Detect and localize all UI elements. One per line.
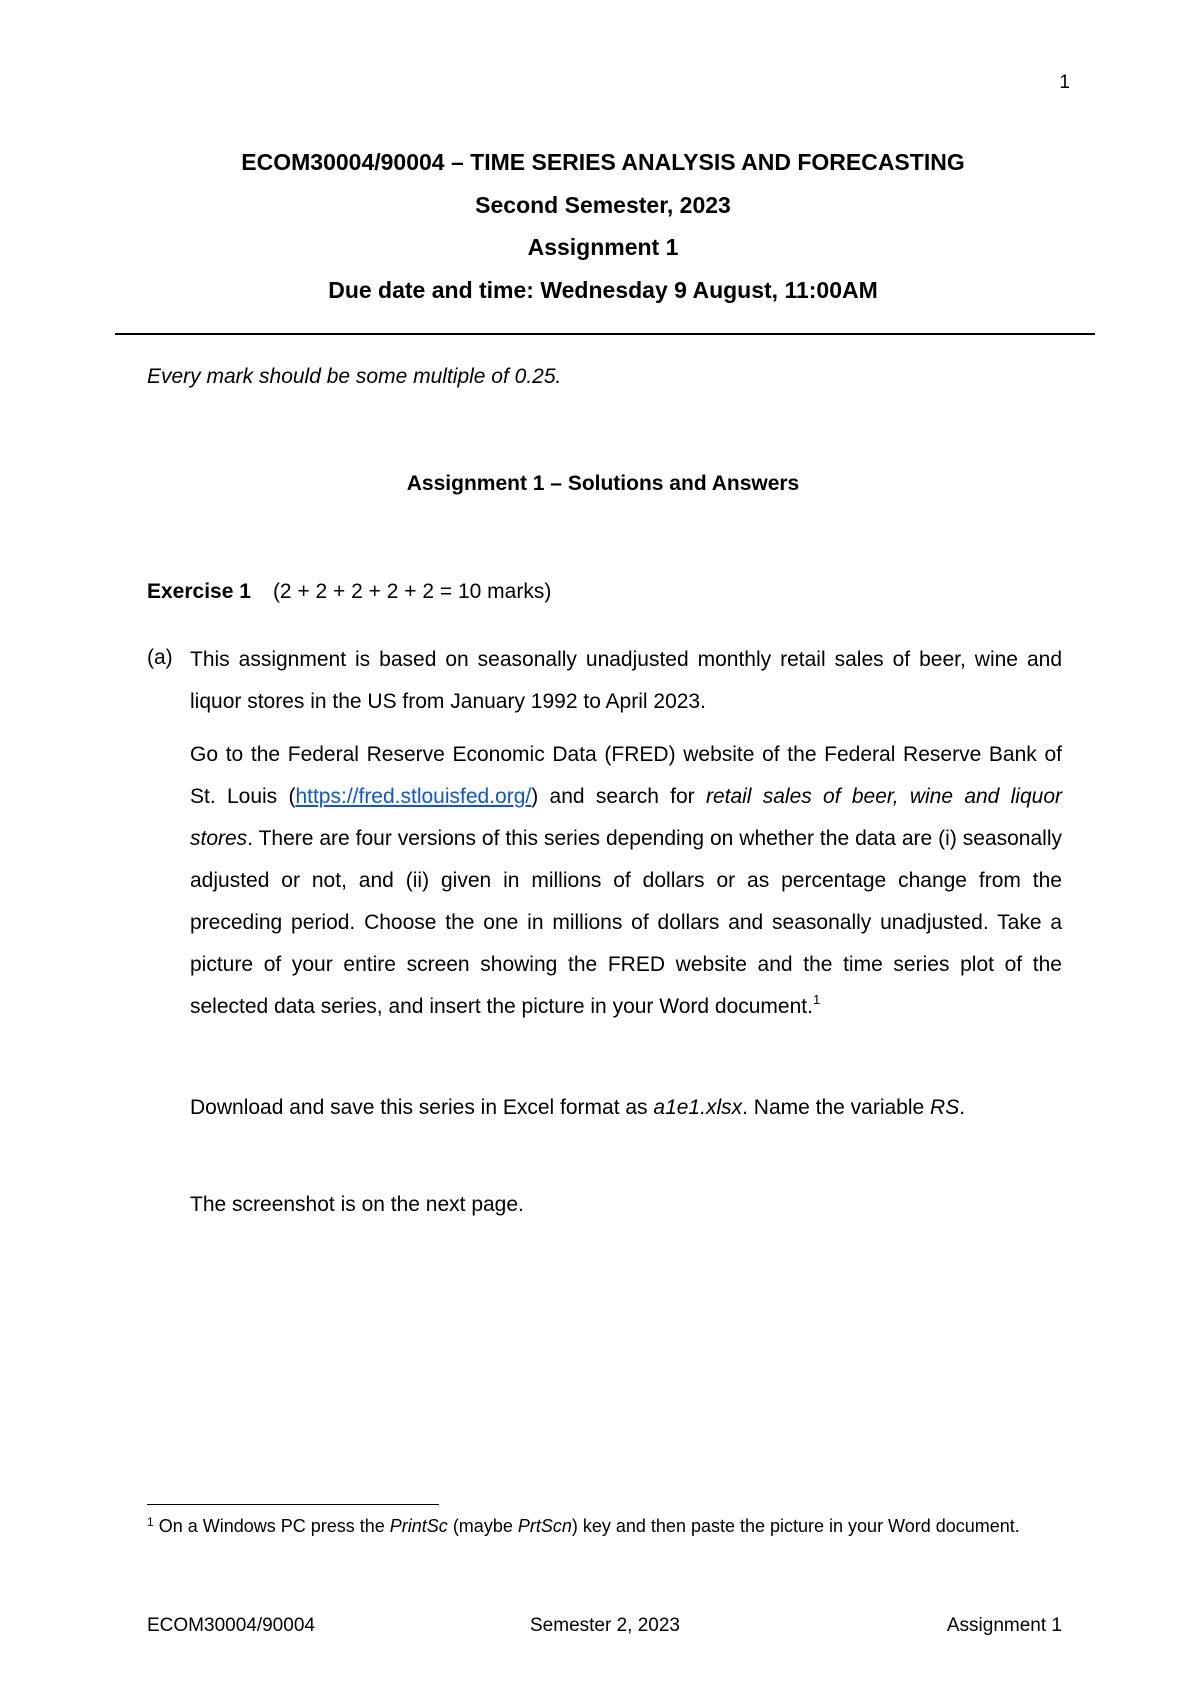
footnote-reference[interactable]: 1 bbox=[812, 992, 821, 1007]
part-a-label: (a) bbox=[147, 646, 173, 669]
screenshot-note-paragraph bbox=[190, 1184, 1062, 1226]
page-number: 1 bbox=[1059, 72, 1070, 93]
footnote bbox=[147, 1515, 1062, 1538]
fred-text-1: Go to the Federal Reserve Economic Data (FRED) website of the Federal Reserve Bank of St. Louis ( bbox=[190, 743, 1062, 808]
footnote-key-2: PrtScn bbox=[517, 1516, 572, 1536]
header-divider bbox=[115, 333, 1095, 335]
part-a-intro-paragraph bbox=[190, 639, 1062, 723]
part-a-intro-text: This assignment is based on seasonally unadjusted monthly retail sales of beer, wine and liquor stores in the US from January 1992 to April 2023. bbox=[190, 648, 1062, 713]
due-date-line: Due date and time: Wednesday 9 August, 11:00AM bbox=[328, 276, 878, 303]
document-header bbox=[100, 145, 1106, 315]
exercise-label: Exercise 1 bbox=[147, 580, 251, 603]
footer-course-code: ECOM30004/90004 bbox=[147, 1615, 315, 1636]
footnote-key-1: PrintSc bbox=[389, 1516, 448, 1536]
footnote-text-2: (maybe bbox=[447, 1516, 518, 1536]
footer-assignment: Assignment 1 bbox=[946, 1615, 1062, 1636]
marks-note: Every mark should be some multiple of 0.25. bbox=[147, 365, 562, 388]
file-name: a1e1.xlsx bbox=[653, 1096, 743, 1119]
fred-instructions-paragraph bbox=[190, 734, 1062, 1028]
series-name-italic: retail sales of beer, wine and liquor stores bbox=[190, 785, 1063, 850]
download-paragraph bbox=[190, 1087, 1062, 1129]
screenshot-note: The screenshot is on the next page. bbox=[190, 1193, 524, 1216]
variable-name: RS bbox=[930, 1096, 960, 1119]
semester-line: Second Semester, 2023 bbox=[475, 191, 731, 218]
exercise-marks: (2 + 2 + 2 + 2 + 2 = 10 marks) bbox=[272, 580, 552, 603]
download-text-1: Download and save this series in Excel format as bbox=[190, 1096, 654, 1119]
fred-link[interactable]: https://fred.stlouisfed.org/ bbox=[295, 785, 532, 808]
solutions-title: Assignment 1 – Solutions and Answers bbox=[406, 472, 800, 495]
footnote-number: 1 bbox=[147, 1515, 154, 1529]
course-title: ECOM30004/90004 – TIME SERIES ANALYSIS AND FORECASTING bbox=[241, 149, 965, 175]
assignment-line: Assignment 1 bbox=[527, 234, 679, 260]
exercise-heading bbox=[147, 580, 551, 604]
footnote-text-1: On a Windows PC press the bbox=[153, 1516, 390, 1536]
fred-text-3: . There are four versions of this series depending on whether the data are (i) seasonally adjusted or not, and (ii) given in millions of dollars or as percentage change from the preceding period. Choose the one in millions of dollars and seasonally unadjusted. Take a picture of your entire screen showing the FRED website and the time series plot of the selected data series, and insert the picture in your Word document. bbox=[190, 827, 1062, 1018]
footnote-text-3: ) key and then paste the picture in your Word document. bbox=[571, 1516, 1020, 1536]
download-text-2: . Name the variable bbox=[742, 1096, 931, 1119]
download-text-3: . bbox=[959, 1096, 966, 1119]
footnote-separator bbox=[147, 1504, 439, 1505]
footer-semester: Semester 2, 2023 bbox=[530, 1615, 680, 1636]
fred-text-2: ) and search for bbox=[531, 785, 706, 808]
